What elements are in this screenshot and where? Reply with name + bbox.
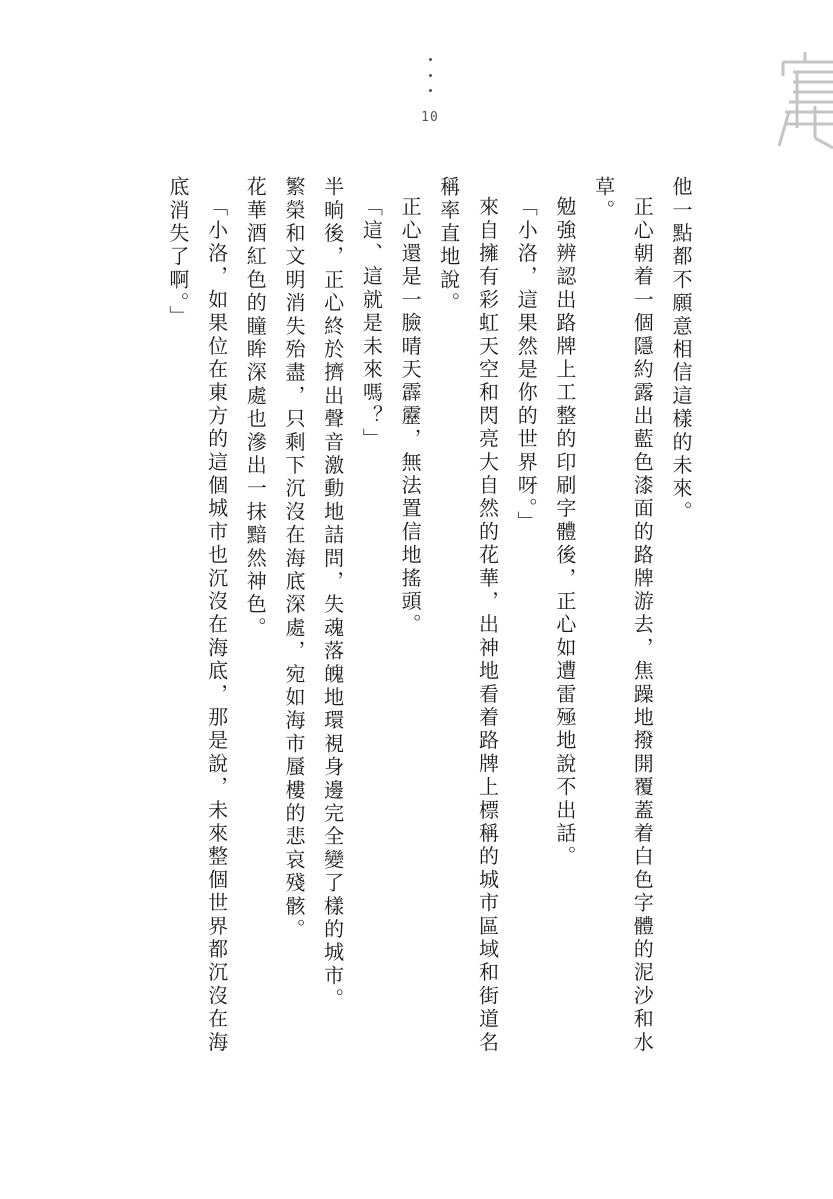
dot — [429, 89, 432, 92]
dot — [429, 74, 432, 77]
paragraph-7: 「這、這就是未來嗎？」 — [359, 196, 384, 452]
header-dots — [426, 58, 434, 92]
paragraph-5: 來自擁有彩虹天空和閃亮大自然的花華，出神地看着路牌上標稱的城市區域和街道名稱率直地說。 — [436, 176, 500, 1055]
paragraph-3: 勉強辨認出路牌上工整的印刷字體後，正心如遭雷殛地說不出話。 — [552, 196, 577, 869]
paragraph-4: 「小洛，這果然是你的世界呀。」 — [514, 196, 539, 534]
dot — [429, 58, 432, 61]
paragraph-11: 「小洛，如果位在東方的這個城市也沉沒在海底，那是說，未來整個世界都沉沒在海底消失了啊。」 — [165, 176, 229, 1055]
paragraph-6: 正心還是一臉晴天霹靂，無法置信地搖頭。 — [398, 196, 423, 637]
paragraph-8: 半晌後，正心終於擠出聲音激動地詰問，失魂落魄地環視身邊完全變了樣的城市。 — [320, 176, 345, 1012]
paragraph-9: 繁榮和文明消失殆盡，只剩下沉沒在海底深處，宛如海市蜃樓的悲哀殘骸。 — [281, 176, 306, 942]
paragraph-10: 花華酒紅色的瞳眸深處也滲出一抹黯然神色。 — [243, 176, 268, 640]
paragraph-1: 他一點都不願意相信這樣的未來。 — [669, 176, 693, 524]
body-text — [160, 176, 700, 1076]
paragraph-2: 正心朝着一個隱約露出藍色漆面的路牌游去，焦躁地撥開覆蓋着白色字體的泥沙和水草。 — [591, 176, 655, 1055]
page-number: 10 — [421, 110, 439, 125]
chapter-decoration-icon — [775, 48, 833, 152]
